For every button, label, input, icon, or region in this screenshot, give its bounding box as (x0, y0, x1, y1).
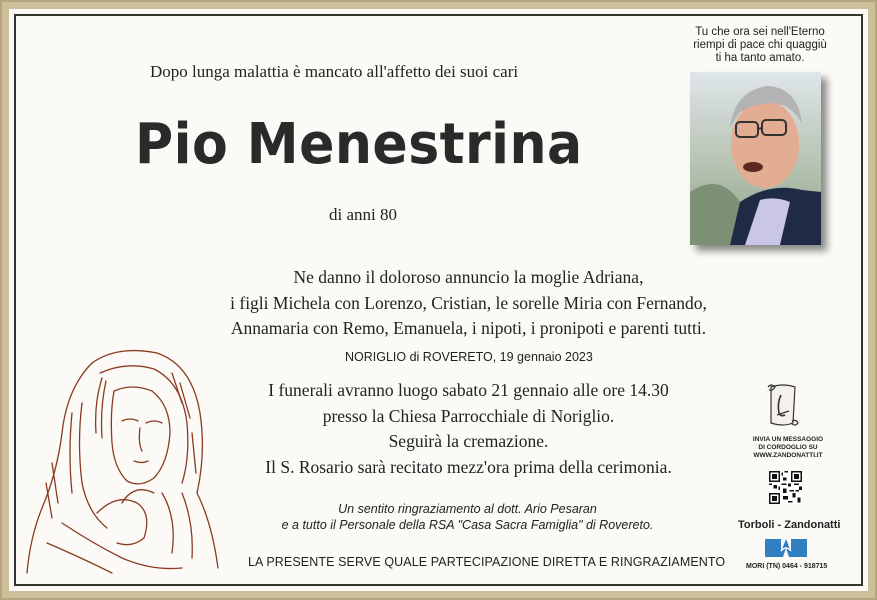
quote-line: Tu che ora sei nell'Eterno (695, 26, 825, 38)
acknowledgement-line: e a tutto il Personale della RSA "Casa Sacra Famiglia" di Rovereto. (281, 518, 654, 532)
brand-logo (765, 537, 807, 559)
place-date: NORIGLIO di ROVERETO, 19 gennaio 2023 (345, 350, 593, 364)
funeral-line: Il S. Rosario sarà recitato mezz'ora prima della cerimonia. (265, 456, 672, 477)
condolence-line: INVIA UN MESSAGGIO (752, 436, 824, 443)
portrait-photo (690, 72, 821, 245)
funeral-line: presso la Chiesa Parrocchiale di Noriglio. (322, 405, 615, 426)
madonna-sketch (22, 343, 222, 575)
contact-info: MORI (TN) 0464 - 918715 (746, 563, 828, 570)
memorial-quote (675, 26, 845, 65)
funeral-details (226, 378, 711, 480)
age-text: di anni 80 (329, 205, 397, 224)
condolence-link[interactable] (744, 436, 832, 460)
announcement-line: Ne danno il doloroso annuncio la moglie Adriana, (293, 267, 644, 287)
announcement-line: Annamaria con Remo, Emanuela, i nipoti, i pronipoti e parenti tutti. (230, 318, 707, 338)
condolence-url: WWW.ZANDONATTI.IT (753, 452, 823, 459)
footer-note: LA PRESENTE SERVE QUALE PARTECIPAZIONE DIRETTA E RINGRAZIAMENTO (248, 555, 726, 569)
scroll-icon[interactable] (763, 381, 803, 431)
announcement (196, 265, 741, 342)
brand-name: Torboli - Zandonatti (738, 519, 841, 531)
announcement-line: i figli Michela con Lorenzo, Cristian, le sorelle Miria con Fernando, (230, 292, 707, 313)
intro-text: Dopo lunga malattia è mancato all'affetto dei suoi cari (150, 62, 519, 81)
quote-line: riempi di pace chi quaggiù (693, 39, 827, 51)
funeral-line: I funerali avranno luogo sabato 21 gennaio alle ore 14.30 (268, 380, 669, 400)
qr-code[interactable] (769, 471, 802, 504)
condolence-line: DI CORDOGLIO SU (758, 444, 818, 451)
acknowledgement-line: Un sentito ringraziamento al dott. Ario Pesaran (338, 502, 597, 516)
funeral-line: Seguirà la cremazione. (388, 431, 549, 451)
acknowledgement (250, 501, 685, 533)
quote-line: ti ha tanto amato. (715, 52, 805, 64)
deceased-name: Pio Menestrina (135, 112, 583, 177)
